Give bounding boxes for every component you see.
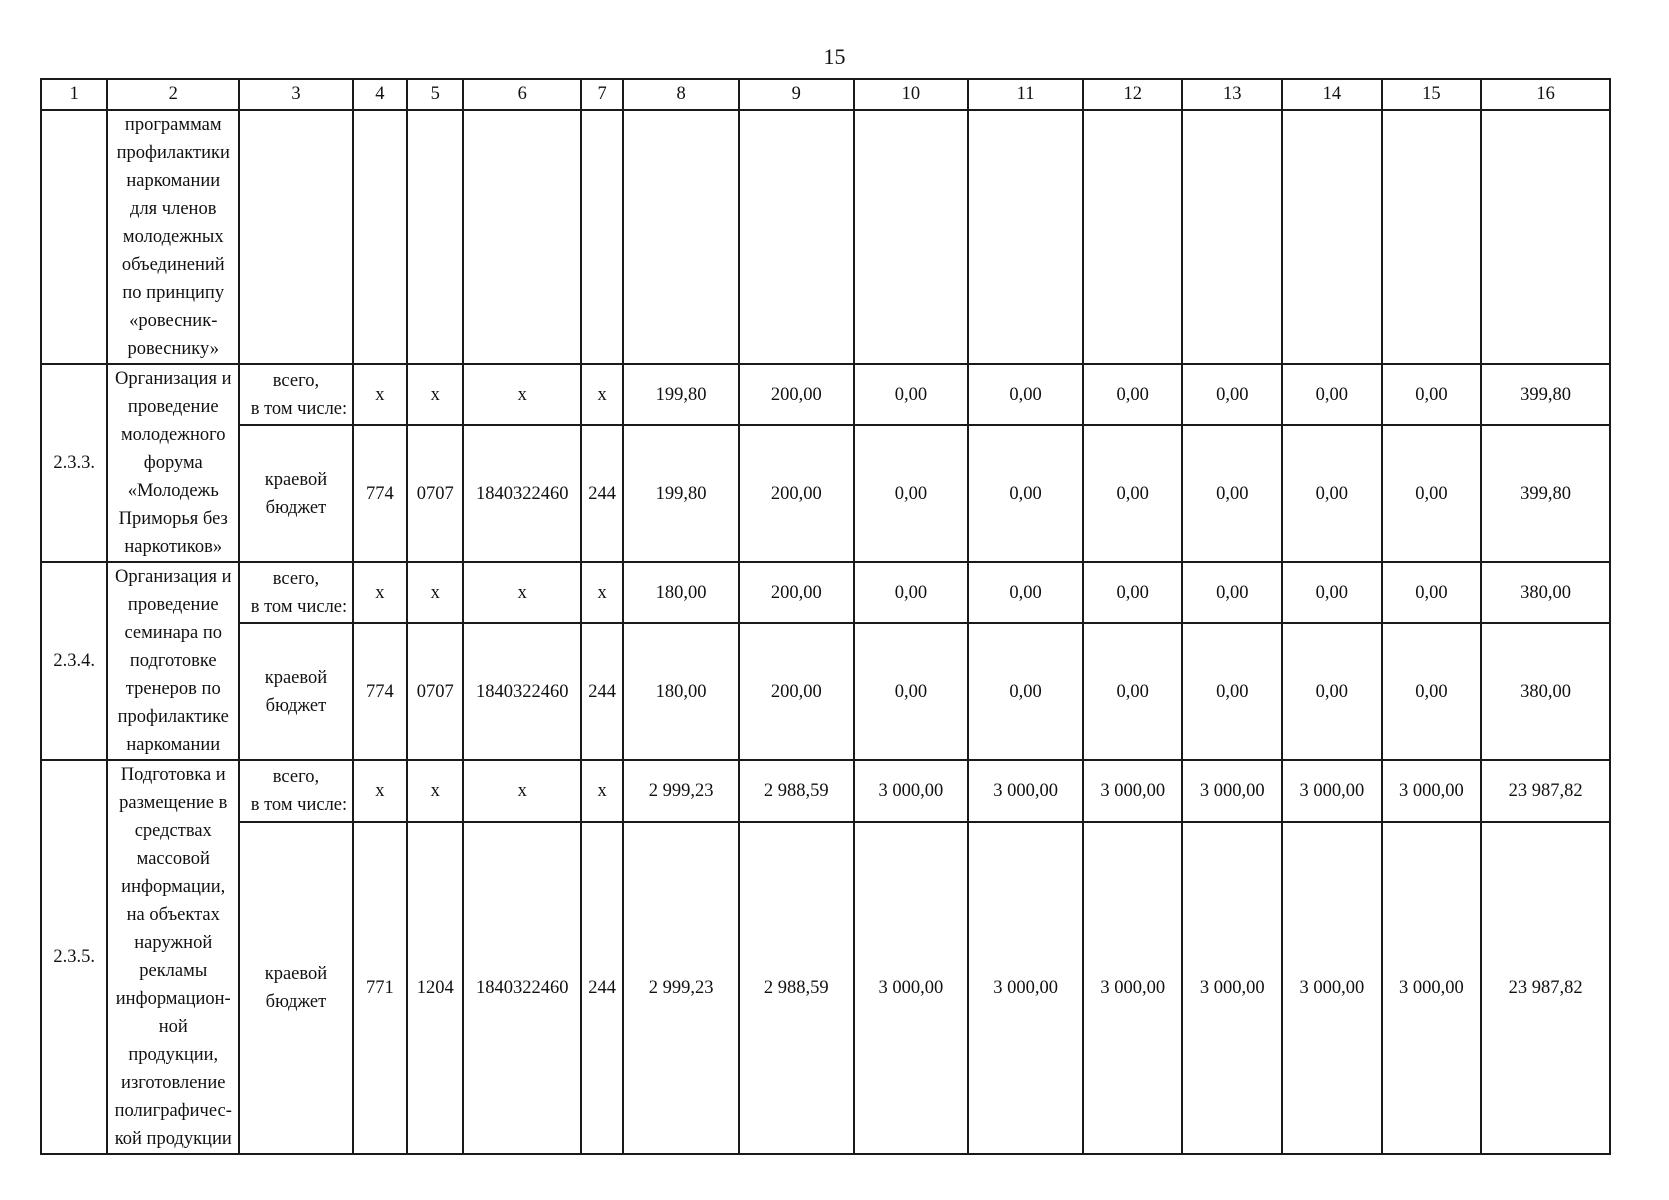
text-line: всего, [272, 568, 320, 589]
empty-cell [1282, 110, 1382, 364]
regional-budget-row [41, 623, 1610, 760]
regional-budget-row [41, 425, 1610, 562]
code-cell-c4: 774 [353, 623, 407, 760]
code-cell-c5: 0707 [407, 623, 463, 760]
total-label [239, 760, 353, 822]
amount-cell: 3 000,00 [1182, 822, 1282, 1154]
text-line: Приморья без [118, 509, 228, 529]
amount-cell: 200,00 [739, 562, 854, 623]
amount-cell: 0,00 [854, 623, 969, 760]
amount-cell: 199,80 [623, 425, 739, 562]
amount-cell: 380,00 [1481, 623, 1610, 760]
item-number: 2.3.3. [41, 364, 107, 562]
item-description [107, 364, 239, 562]
amount-cell: 3 000,00 [1282, 760, 1382, 822]
text-line: на объектах [126, 905, 220, 925]
amount-cell: 0,00 [1282, 623, 1382, 760]
text-line: бюджет [265, 695, 327, 716]
header-cell-7: 7 [581, 79, 623, 110]
code-cell-c7: 244 [581, 623, 623, 760]
amount-cell: 3 000,00 [968, 822, 1083, 1154]
continuation-description [107, 110, 239, 364]
header-cell-9: 9 [739, 79, 854, 110]
text-line: в том числе: [250, 398, 348, 419]
code-cell-c5: x [407, 364, 463, 425]
amount-cell: 3 000,00 [1382, 760, 1482, 822]
empty-cell [623, 110, 739, 364]
header-cell-2: 2 [107, 79, 239, 110]
header-cell-11: 11 [968, 79, 1083, 110]
header-cell-16: 16 [1481, 79, 1610, 110]
text-line: Организация и [114, 369, 232, 389]
amount-cell: 0,00 [854, 364, 969, 425]
empty-cell [1481, 110, 1610, 364]
amount-cell: 0,00 [1282, 364, 1382, 425]
item-description [107, 760, 239, 1154]
text-line: наркотиков» [124, 537, 223, 557]
text-line: проведение [127, 595, 219, 615]
amount-cell: 200,00 [739, 623, 854, 760]
amount-cell: 0,00 [1083, 562, 1183, 623]
text-line: кой продукции [114, 1129, 232, 1149]
code-cell-c6: x [463, 364, 581, 425]
header-cell-13: 13 [1182, 79, 1282, 110]
amount-cell: 0,00 [1382, 623, 1482, 760]
amount-cell: 2 988,59 [739, 760, 854, 822]
amount-cell: 0,00 [1182, 623, 1282, 760]
code-cell-c5: 1204 [407, 822, 463, 1154]
text-line: бюджет [265, 497, 327, 518]
text-line: ровеснику» [127, 339, 219, 359]
empty-cell [463, 110, 581, 364]
total-row [41, 364, 1610, 425]
text-line: информации, [121, 877, 226, 897]
amount-cell: 3 000,00 [1083, 822, 1183, 1154]
text-line: продукции, [128, 1045, 219, 1065]
source-label [239, 623, 353, 760]
amount-cell: 3 000,00 [1182, 760, 1282, 822]
code-cell-c5: x [407, 760, 463, 822]
code-cell-c4: x [353, 562, 407, 623]
text-line: полиграфичес- [114, 1101, 232, 1121]
text-line: тренеров по [125, 679, 221, 699]
code-cell-c4: x [353, 364, 407, 425]
amount-cell: 0,00 [1382, 562, 1482, 623]
text-line: по принципу [122, 283, 225, 303]
amount-cell: 0,00 [1382, 425, 1482, 562]
text-line: Подготовка и [120, 765, 226, 785]
text-line: наркомании [126, 171, 221, 191]
amount-cell: 2 999,23 [623, 760, 739, 822]
amount-cell: 0,00 [1382, 364, 1482, 425]
text-line: семинара по [124, 623, 223, 643]
text-line: размещение в [119, 793, 228, 813]
amount-cell: 3 000,00 [968, 760, 1083, 822]
amount-cell: 199,80 [623, 364, 739, 425]
amount-cell: 0,00 [968, 425, 1083, 562]
amount-cell: 3 000,00 [1282, 822, 1382, 1154]
code-cell-c6: 1840322460 [463, 425, 581, 562]
code-cell-c4: 774 [353, 425, 407, 562]
text-line: «Молодежь [127, 481, 219, 501]
text-line: наркомании [126, 735, 221, 755]
total-row [41, 562, 1610, 623]
text-line: «ровесник- [129, 311, 218, 331]
text-line: краевой [264, 667, 328, 688]
header-cell-15: 15 [1382, 79, 1482, 110]
text-line: молодежного [120, 425, 226, 445]
code-cell-c7: 244 [581, 425, 623, 562]
amount-cell: 0,00 [1282, 425, 1382, 562]
text-line: краевой [264, 469, 328, 490]
header-row [41, 79, 1610, 110]
code-cell-c6: 1840322460 [463, 822, 581, 1154]
header-cell-10: 10 [854, 79, 969, 110]
header-cell-3: 3 [239, 79, 353, 110]
amount-cell: 0,00 [854, 425, 969, 562]
text-line: всего, [272, 370, 320, 391]
amount-cell: 2 988,59 [739, 822, 854, 1154]
empty-cell [1083, 110, 1183, 364]
text-line: форума [143, 453, 203, 473]
empty-cell [968, 110, 1083, 364]
total-row [41, 760, 1610, 822]
text-line: всего, [272, 767, 320, 788]
amount-cell: 0,00 [968, 562, 1083, 623]
amount-cell: 380,00 [1481, 562, 1610, 623]
amount-cell: 200,00 [739, 425, 854, 562]
header-cell-4: 4 [353, 79, 407, 110]
text-line: краевой [264, 964, 328, 985]
amount-cell: 200,00 [739, 364, 854, 425]
amount-cell: 3 000,00 [1083, 760, 1183, 822]
amount-cell: 3 000,00 [1382, 822, 1482, 1154]
page-number: 15 [823, 44, 846, 69]
code-cell-c4: x [353, 760, 407, 822]
empty-cell [239, 110, 353, 364]
code-cell-c5: x [407, 562, 463, 623]
budget-table [40, 78, 1611, 1155]
regional-budget-row [41, 822, 1610, 1154]
empty-cell [407, 110, 463, 364]
text-line: информацион- [115, 989, 231, 1009]
text-line: Организация и [114, 567, 232, 587]
code-cell-c7: x [581, 562, 623, 623]
header-cell-12: 12 [1083, 79, 1183, 110]
text-line: в том числе: [250, 795, 348, 816]
code-cell-c6: x [463, 760, 581, 822]
source-label [239, 425, 353, 562]
empty-cell [1182, 110, 1282, 364]
amount-cell: 0,00 [1083, 364, 1183, 425]
text-line: рекламы [139, 961, 208, 981]
amount-cell: 0,00 [854, 562, 969, 623]
amount-cell: 3 000,00 [854, 822, 969, 1154]
empty-cell [581, 110, 623, 364]
total-label [239, 562, 353, 623]
amount-cell: 23 987,82 [1481, 760, 1610, 822]
continuation-row [41, 110, 1610, 364]
text-line: подготовке [129, 651, 217, 671]
header-cell-5: 5 [407, 79, 463, 110]
amount-cell: 180,00 [623, 562, 739, 623]
text-line: профилактике [117, 707, 229, 727]
text-line: массовой [136, 849, 210, 869]
code-cell-c7: x [581, 364, 623, 425]
code-cell-c7: 244 [581, 822, 623, 1154]
amount-cell: 23 987,82 [1481, 822, 1610, 1154]
code-cell-c6: 1840322460 [463, 623, 581, 760]
header-cell-14: 14 [1282, 79, 1382, 110]
header-cell-8: 8 [623, 79, 739, 110]
header-cell-1: 1 [41, 79, 107, 110]
text-line: профилактики [116, 143, 230, 163]
amount-cell: 0,00 [1182, 364, 1282, 425]
item-description [107, 562, 239, 760]
amount-cell: 399,80 [1481, 425, 1610, 562]
empty-cell [353, 110, 407, 364]
text-line: для членов [130, 199, 217, 219]
header-cell-6: 6 [463, 79, 581, 110]
text-line: бюджет [265, 992, 327, 1013]
text-line: программам [124, 115, 222, 135]
amount-cell: 0,00 [1083, 425, 1183, 562]
amount-cell: 399,80 [1481, 364, 1610, 425]
source-label [239, 822, 353, 1154]
code-cell-c7: x [581, 760, 623, 822]
text-line: средствах [134, 821, 212, 841]
text-line: наружной [134, 933, 213, 953]
table-body [41, 79, 1610, 1154]
code-cell-c6: x [463, 562, 581, 623]
item-number: 2.3.4. [41, 562, 107, 760]
amount-cell: 0,00 [1083, 623, 1183, 760]
text-line: объединений [121, 255, 225, 275]
text-line: молодежных [122, 227, 224, 247]
empty-cell [1382, 110, 1482, 364]
amount-cell: 3 000,00 [854, 760, 969, 822]
amount-cell: 0,00 [1282, 562, 1382, 623]
text-line: ной [158, 1017, 188, 1037]
amount-cell: 0,00 [1182, 425, 1282, 562]
amount-cell: 0,00 [968, 364, 1083, 425]
text-line: проведение [127, 397, 219, 417]
text-line: изготовление [121, 1073, 226, 1093]
code-cell-c5: 0707 [407, 425, 463, 562]
amount-cell: 0,00 [1182, 562, 1282, 623]
empty-cell [41, 110, 107, 364]
text-line: в том числе: [250, 596, 348, 617]
item-number: 2.3.5. [41, 760, 107, 1154]
amount-cell: 180,00 [623, 623, 739, 760]
empty-cell [854, 110, 969, 364]
amount-cell: 2 999,23 [623, 822, 739, 1154]
empty-cell [739, 110, 854, 364]
amount-cell: 0,00 [968, 623, 1083, 760]
code-cell-c4: 771 [353, 822, 407, 1154]
total-label [239, 364, 353, 425]
